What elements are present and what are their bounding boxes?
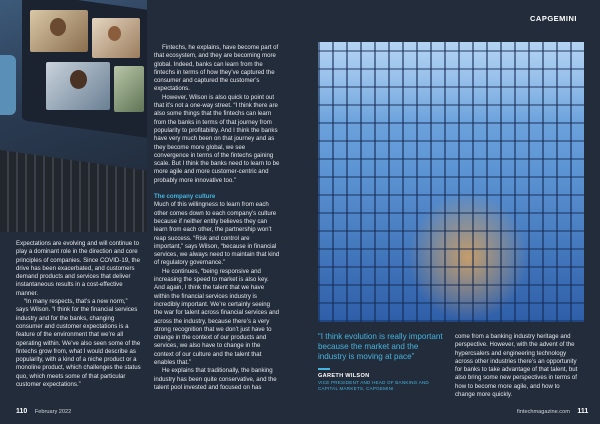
video-call-laptop-photo bbox=[0, 0, 147, 232]
page-number: 111 bbox=[577, 408, 589, 415]
attribution-role: VICE PRESIDENT AND HEAD OF BANKING AND CAPITAL MARKETS, CAPGEMINI bbox=[318, 380, 429, 391]
footer-right bbox=[517, 408, 588, 415]
paragraph: Expectations are evolving and will continue to play a dominant role in the direction and core principles of companies. Since COVID-19, the drive has been exacerbated, and customers demand products and services that deliver instantaneous results in a cost-effective manner. bbox=[16, 240, 140, 297]
footer-left bbox=[16, 408, 71, 415]
pull-quote: “I think evolution is really important because the market and the industry is moving at pace” bbox=[318, 332, 443, 361]
website: fintechmagazine.com bbox=[517, 409, 570, 415]
participant-face bbox=[50, 18, 66, 36]
glass-building-photo bbox=[318, 42, 584, 322]
laptop-keyboard bbox=[0, 150, 147, 232]
issue-date: February 2022 bbox=[34, 409, 72, 415]
glass-facade-grid bbox=[318, 42, 584, 322]
participant-face bbox=[108, 26, 121, 41]
paragraph: However, Wilson is also quick to point out that it’s not a one-way street. “I think there are also some things that the fintechs can learn from the banks in terms of that journey from popularity to profitability. And I think the banks have very much been on that journey and as they become more global, we see convergence in terms of the fintechs gaining scale. But I think the banks need to learn to be more agile and more customer-centric and probably more innovative too.” bbox=[154, 93, 280, 184]
body-column-1 bbox=[16, 240, 141, 389]
page-number: 110 bbox=[16, 408, 28, 415]
video-tile bbox=[114, 66, 144, 112]
section-subhead: The company culture bbox=[154, 193, 216, 201]
section-brand: CAPGEMINI bbox=[530, 14, 578, 23]
mug-shape bbox=[0, 55, 16, 115]
body-column-3 bbox=[455, 333, 581, 399]
paragraph: Fintechs, he explains, have become part of that ecosystem, and they are becoming more global. Indeed, banks can learn from the fintechs in terms of how they’ve captured the consumer and captured the customer’s expectations. bbox=[154, 44, 279, 93]
paragraph: come from a banking industry heritage and perspective. However, with the advent of the hypercsalers and engineering technology across other industries there’s an opportunity for banks to take advantage of that talent, but also bring some new perspectives in terms of how to become more agile, and how to change more quickly. bbox=[455, 333, 578, 399]
participant-face bbox=[70, 70, 87, 89]
paragraph: He explains that traditionally, the banking industry has been quite conservative, and the talent pool invested and focused on has bbox=[154, 367, 277, 391]
quote-divider bbox=[318, 368, 330, 370]
attribution-name: GARETH WILSON bbox=[318, 373, 370, 379]
body-column-2 bbox=[154, 44, 280, 392]
paragraph: He continues, “being responsive and increasing the speed to market is also key. And again, I think the talent that we have within the financial services industry is incredibly important. We’re certainly seeing the war for talent across financial services and across the industry, because there’s a very strong recognition that we don’t just have to change in the context of our products and services, we also have to change in the context of our culture and the talent that enables that.” bbox=[154, 267, 279, 366]
paragraph: “In many respects, that’s a new norm,” says Wilson. “I think for the financial services industry and for the banks, changing consumer and customer expectations is a feature of the environment that we’re all operating within. We’ve also seen some of the fintechs grow from, what I would describe as popularity, with a kind of a niche product or a monoline product, which challenges the status quo, which meets some of that particular customer expectations.” bbox=[16, 298, 141, 389]
paragraph: Much of this willingness to learn from each other comes down to each company’s culture because if neither entity believes they can learn from each other, the partnership won’t reap success. “Risk and control are important,” says Wilson, “because in financial services, we always need to maintain that kind of regulatory governance.” bbox=[154, 201, 280, 267]
